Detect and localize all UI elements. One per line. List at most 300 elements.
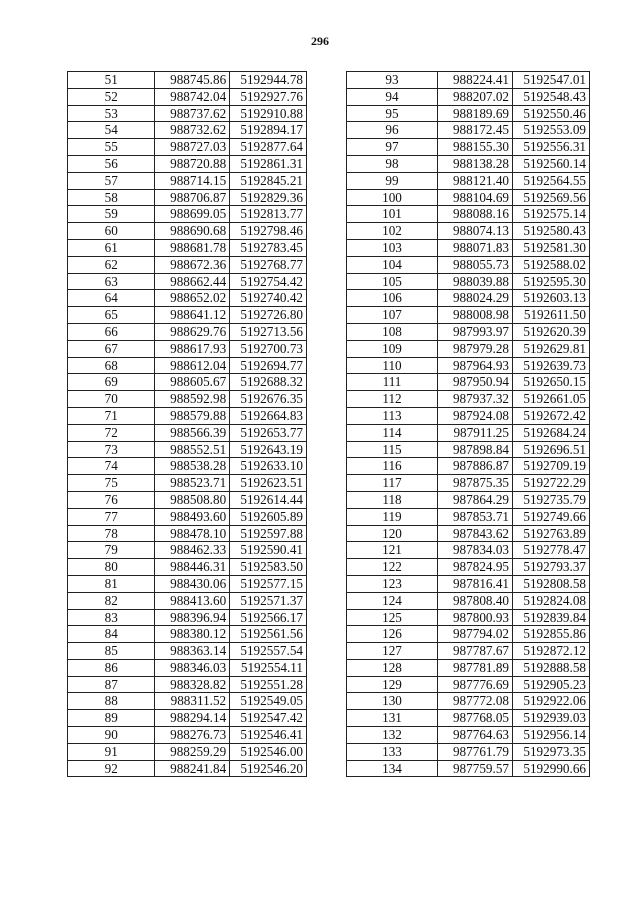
cell-point: 68 bbox=[68, 357, 155, 374]
cell-y: 5192583.50 bbox=[230, 559, 307, 576]
cell-x: 988430.06 bbox=[155, 575, 230, 592]
cell-y: 5192939.03 bbox=[513, 710, 590, 727]
table-row bbox=[68, 458, 307, 475]
cell-x: 988189.69 bbox=[438, 105, 513, 122]
cell-point: 81 bbox=[68, 575, 155, 592]
cell-x: 987993.97 bbox=[438, 323, 513, 340]
table-row bbox=[68, 256, 307, 273]
table-row bbox=[347, 710, 590, 727]
cell-x: 988008.98 bbox=[438, 307, 513, 324]
cell-point: 67 bbox=[68, 340, 155, 357]
cell-y: 5192580.43 bbox=[513, 223, 590, 240]
cell-x: 987772.08 bbox=[438, 693, 513, 710]
table-row bbox=[347, 307, 590, 324]
cell-x: 988592.98 bbox=[155, 391, 230, 408]
cell-point: 71 bbox=[68, 407, 155, 424]
cell-x: 988681.78 bbox=[155, 239, 230, 256]
cell-x: 988138.28 bbox=[438, 155, 513, 172]
table-row bbox=[68, 592, 307, 609]
cell-y: 5192813.77 bbox=[230, 206, 307, 223]
cell-y: 5192684.24 bbox=[513, 424, 590, 441]
cell-x: 987979.28 bbox=[438, 340, 513, 357]
table-row bbox=[347, 693, 590, 710]
cell-point: 130 bbox=[347, 693, 438, 710]
table-row bbox=[68, 391, 307, 408]
cell-x: 988104.69 bbox=[438, 189, 513, 206]
cell-point: 122 bbox=[347, 559, 438, 576]
cell-y: 5192633.10 bbox=[230, 458, 307, 475]
cell-x: 988493.60 bbox=[155, 508, 230, 525]
cell-point: 83 bbox=[68, 609, 155, 626]
cell-point: 121 bbox=[347, 542, 438, 559]
cell-y: 5192861.31 bbox=[230, 155, 307, 172]
cell-point: 90 bbox=[68, 727, 155, 744]
cell-y: 5192546.20 bbox=[230, 760, 307, 777]
table-row bbox=[347, 273, 590, 290]
table-row bbox=[68, 559, 307, 576]
cell-point: 115 bbox=[347, 441, 438, 458]
cell-point: 107 bbox=[347, 307, 438, 324]
cell-point: 117 bbox=[347, 475, 438, 492]
table-row bbox=[68, 357, 307, 374]
table-row bbox=[347, 88, 590, 105]
cell-x: 988155.30 bbox=[438, 139, 513, 156]
cell-x: 988396.94 bbox=[155, 609, 230, 626]
cell-y: 5192740.42 bbox=[230, 290, 307, 307]
table-row bbox=[347, 172, 590, 189]
cell-point: 132 bbox=[347, 727, 438, 744]
cell-y: 5192768.77 bbox=[230, 256, 307, 273]
table-row bbox=[347, 139, 590, 156]
cell-point: 72 bbox=[68, 424, 155, 441]
cell-x: 988737.62 bbox=[155, 105, 230, 122]
cell-x: 987761.79 bbox=[438, 743, 513, 760]
cell-point: 64 bbox=[68, 290, 155, 307]
table-row bbox=[347, 760, 590, 777]
table-row bbox=[347, 643, 590, 660]
table-row bbox=[68, 72, 307, 89]
cell-y: 5192749.66 bbox=[513, 508, 590, 525]
cell-x: 987834.03 bbox=[438, 542, 513, 559]
cell-y: 5192629.81 bbox=[513, 340, 590, 357]
cell-y: 5192872.12 bbox=[513, 643, 590, 660]
cell-y: 5192569.56 bbox=[513, 189, 590, 206]
cell-x: 987875.35 bbox=[438, 475, 513, 492]
table-row bbox=[347, 592, 590, 609]
cell-y: 5192783.45 bbox=[230, 239, 307, 256]
cell-x: 988055.73 bbox=[438, 256, 513, 273]
cell-x: 988714.15 bbox=[155, 172, 230, 189]
table-row bbox=[347, 441, 590, 458]
cell-x: 988446.31 bbox=[155, 559, 230, 576]
cell-x: 988259.29 bbox=[155, 743, 230, 760]
cell-y: 5192808.58 bbox=[513, 575, 590, 592]
cell-x: 988172.45 bbox=[438, 122, 513, 139]
cell-x: 987843.62 bbox=[438, 525, 513, 542]
cell-point: 125 bbox=[347, 609, 438, 626]
cell-x: 988690.68 bbox=[155, 223, 230, 240]
table-row bbox=[68, 88, 307, 105]
cell-x: 987808.40 bbox=[438, 592, 513, 609]
cell-point: 77 bbox=[68, 508, 155, 525]
cell-y: 5192664.83 bbox=[230, 407, 307, 424]
table-row bbox=[68, 223, 307, 240]
cell-y: 5192709.19 bbox=[513, 458, 590, 475]
cell-x: 988662.44 bbox=[155, 273, 230, 290]
cell-y: 5192793.37 bbox=[513, 559, 590, 576]
cell-x: 988699.05 bbox=[155, 206, 230, 223]
table-row bbox=[68, 525, 307, 542]
cell-x: 988039.88 bbox=[438, 273, 513, 290]
cell-y: 5192597.88 bbox=[230, 525, 307, 542]
cell-x: 988612.04 bbox=[155, 357, 230, 374]
cell-point: 124 bbox=[347, 592, 438, 609]
cell-point: 58 bbox=[68, 189, 155, 206]
cell-x: 987937.32 bbox=[438, 391, 513, 408]
cell-point: 111 bbox=[347, 374, 438, 391]
cell-point: 95 bbox=[347, 105, 438, 122]
table-row bbox=[347, 508, 590, 525]
cell-point: 101 bbox=[347, 206, 438, 223]
cell-point: 134 bbox=[347, 760, 438, 777]
cell-point: 75 bbox=[68, 475, 155, 492]
cell-y: 5192564.55 bbox=[513, 172, 590, 189]
cell-x: 987800.93 bbox=[438, 609, 513, 626]
table-row bbox=[68, 155, 307, 172]
cell-x: 988241.84 bbox=[155, 760, 230, 777]
cell-y: 5192560.14 bbox=[513, 155, 590, 172]
cell-x: 988413.60 bbox=[155, 592, 230, 609]
table-row bbox=[68, 122, 307, 139]
page-number: 296 bbox=[311, 34, 329, 48]
cell-point: 126 bbox=[347, 626, 438, 643]
cell-point: 69 bbox=[68, 374, 155, 391]
cell-point: 70 bbox=[68, 391, 155, 408]
cell-x: 988071.83 bbox=[438, 239, 513, 256]
cell-point: 74 bbox=[68, 458, 155, 475]
cell-y: 5192735.79 bbox=[513, 491, 590, 508]
cell-point: 88 bbox=[68, 693, 155, 710]
table-row bbox=[347, 206, 590, 223]
table-row bbox=[68, 172, 307, 189]
table-row bbox=[68, 424, 307, 441]
cell-point: 133 bbox=[347, 743, 438, 760]
cell-point: 96 bbox=[347, 122, 438, 139]
cell-point: 66 bbox=[68, 323, 155, 340]
table-row bbox=[68, 374, 307, 391]
cell-x: 987950.94 bbox=[438, 374, 513, 391]
cell-x: 987768.05 bbox=[438, 710, 513, 727]
cell-point: 51 bbox=[68, 72, 155, 89]
cell-x: 988311.52 bbox=[155, 693, 230, 710]
table-row bbox=[68, 508, 307, 525]
cell-x: 987816.41 bbox=[438, 575, 513, 592]
cell-y: 5192550.46 bbox=[513, 105, 590, 122]
cell-x: 988380.12 bbox=[155, 626, 230, 643]
cell-point: 131 bbox=[347, 710, 438, 727]
cell-x: 988224.41 bbox=[438, 72, 513, 89]
cell-y: 5192956.14 bbox=[513, 727, 590, 744]
cell-x: 987853.71 bbox=[438, 508, 513, 525]
cell-point: 109 bbox=[347, 340, 438, 357]
table-row bbox=[68, 105, 307, 122]
cell-y: 5192548.43 bbox=[513, 88, 590, 105]
cell-point: 55 bbox=[68, 139, 155, 156]
cell-point: 86 bbox=[68, 659, 155, 676]
cell-y: 5192905.23 bbox=[513, 676, 590, 693]
table-row bbox=[68, 693, 307, 710]
cell-x: 988652.02 bbox=[155, 290, 230, 307]
cell-x: 987781.89 bbox=[438, 659, 513, 676]
table-row bbox=[347, 105, 590, 122]
cell-y: 5192722.29 bbox=[513, 475, 590, 492]
cell-y: 5192661.05 bbox=[513, 391, 590, 408]
table-row bbox=[347, 340, 590, 357]
cell-point: 65 bbox=[68, 307, 155, 324]
cell-point: 92 bbox=[68, 760, 155, 777]
cell-x: 988478.10 bbox=[155, 525, 230, 542]
cell-point: 114 bbox=[347, 424, 438, 441]
cell-y: 5192566.17 bbox=[230, 609, 307, 626]
cell-y: 5192620.39 bbox=[513, 323, 590, 340]
cell-y: 5192614.44 bbox=[230, 491, 307, 508]
cell-y: 5192546.00 bbox=[230, 743, 307, 760]
cell-x: 988508.80 bbox=[155, 491, 230, 508]
cell-x: 988024.29 bbox=[438, 290, 513, 307]
cell-point: 59 bbox=[68, 206, 155, 223]
cell-y: 5192650.15 bbox=[513, 374, 590, 391]
table-row bbox=[68, 407, 307, 424]
cell-point: 100 bbox=[347, 189, 438, 206]
cell-y: 5192778.47 bbox=[513, 542, 590, 559]
cell-y: 5192763.89 bbox=[513, 525, 590, 542]
cell-y: 5192561.56 bbox=[230, 626, 307, 643]
cell-x: 988732.62 bbox=[155, 122, 230, 139]
cell-y: 5192696.51 bbox=[513, 441, 590, 458]
cell-point: 98 bbox=[347, 155, 438, 172]
table-row bbox=[347, 391, 590, 408]
coordinates-table-left bbox=[67, 71, 307, 777]
table-row bbox=[68, 273, 307, 290]
cell-y: 5192639.73 bbox=[513, 357, 590, 374]
cell-x: 988088.16 bbox=[438, 206, 513, 223]
cell-point: 104 bbox=[347, 256, 438, 273]
cell-y: 5192553.09 bbox=[513, 122, 590, 139]
cell-y: 5192700.73 bbox=[230, 340, 307, 357]
cell-point: 102 bbox=[347, 223, 438, 240]
cell-y: 5192839.84 bbox=[513, 609, 590, 626]
cell-x: 988720.88 bbox=[155, 155, 230, 172]
cell-point: 106 bbox=[347, 290, 438, 307]
table-row bbox=[347, 239, 590, 256]
table-row bbox=[347, 525, 590, 542]
cell-point: 89 bbox=[68, 710, 155, 727]
cell-y: 5192694.77 bbox=[230, 357, 307, 374]
cell-point: 113 bbox=[347, 407, 438, 424]
table-row bbox=[347, 290, 590, 307]
table-row bbox=[68, 676, 307, 693]
cell-point: 57 bbox=[68, 172, 155, 189]
cell-x: 988276.73 bbox=[155, 727, 230, 744]
table-body bbox=[347, 72, 590, 777]
cell-y: 5192845.21 bbox=[230, 172, 307, 189]
cell-y: 5192676.35 bbox=[230, 391, 307, 408]
cell-x: 988742.04 bbox=[155, 88, 230, 105]
cell-y: 5192922.06 bbox=[513, 693, 590, 710]
cell-point: 110 bbox=[347, 357, 438, 374]
cell-y: 5192643.19 bbox=[230, 441, 307, 458]
cell-y: 5192888.58 bbox=[513, 659, 590, 676]
cell-x: 988121.40 bbox=[438, 172, 513, 189]
cell-y: 5192546.41 bbox=[230, 727, 307, 744]
table-row bbox=[347, 575, 590, 592]
cell-point: 87 bbox=[68, 676, 155, 693]
cell-x: 988523.71 bbox=[155, 475, 230, 492]
cell-x: 988566.39 bbox=[155, 424, 230, 441]
table-body bbox=[68, 72, 307, 777]
cell-x: 987794.02 bbox=[438, 626, 513, 643]
table-row bbox=[68, 323, 307, 340]
table-row bbox=[68, 290, 307, 307]
table-row bbox=[347, 155, 590, 172]
table-row bbox=[68, 307, 307, 324]
table-row bbox=[347, 743, 590, 760]
cell-x: 987787.67 bbox=[438, 643, 513, 660]
cell-point: 56 bbox=[68, 155, 155, 172]
cell-x: 987886.87 bbox=[438, 458, 513, 475]
table-row bbox=[68, 139, 307, 156]
cell-y: 5192910.88 bbox=[230, 105, 307, 122]
table-row bbox=[68, 710, 307, 727]
table-row bbox=[347, 189, 590, 206]
cell-point: 123 bbox=[347, 575, 438, 592]
cell-x: 988462.33 bbox=[155, 542, 230, 559]
table-row bbox=[347, 424, 590, 441]
cell-x: 988727.03 bbox=[155, 139, 230, 156]
cell-point: 118 bbox=[347, 491, 438, 508]
table-row bbox=[68, 441, 307, 458]
cell-y: 5192549.05 bbox=[230, 693, 307, 710]
table-row bbox=[68, 743, 307, 760]
cell-point: 119 bbox=[347, 508, 438, 525]
table-row bbox=[68, 643, 307, 660]
table-row bbox=[347, 475, 590, 492]
table-row bbox=[347, 72, 590, 89]
cell-point: 112 bbox=[347, 391, 438, 408]
table-row bbox=[68, 542, 307, 559]
cell-y: 5192688.32 bbox=[230, 374, 307, 391]
cell-y: 5192824.08 bbox=[513, 592, 590, 609]
coordinates-table-right bbox=[346, 71, 590, 777]
cell-x: 988363.14 bbox=[155, 643, 230, 660]
cell-y: 5192557.54 bbox=[230, 643, 307, 660]
table-row bbox=[68, 491, 307, 508]
cell-x: 987964.93 bbox=[438, 357, 513, 374]
cell-point: 103 bbox=[347, 239, 438, 256]
cell-point: 80 bbox=[68, 559, 155, 576]
cell-x: 988074.13 bbox=[438, 223, 513, 240]
cell-y: 5192547.42 bbox=[230, 710, 307, 727]
cell-y: 5192894.17 bbox=[230, 122, 307, 139]
table-row bbox=[347, 609, 590, 626]
cell-point: 120 bbox=[347, 525, 438, 542]
table-row bbox=[68, 206, 307, 223]
cell-y: 5192726.80 bbox=[230, 307, 307, 324]
table-row bbox=[68, 626, 307, 643]
table-row bbox=[68, 239, 307, 256]
cell-y: 5192605.89 bbox=[230, 508, 307, 525]
cell-x: 987764.63 bbox=[438, 727, 513, 744]
cell-point: 76 bbox=[68, 491, 155, 508]
cell-y: 5192547.01 bbox=[513, 72, 590, 89]
cell-y: 5192554.11 bbox=[230, 659, 307, 676]
table-row bbox=[68, 189, 307, 206]
cell-x: 988641.12 bbox=[155, 307, 230, 324]
table-row bbox=[347, 676, 590, 693]
cell-point: 78 bbox=[68, 525, 155, 542]
table-row bbox=[68, 475, 307, 492]
cell-y: 5192603.13 bbox=[513, 290, 590, 307]
cell-x: 987864.29 bbox=[438, 491, 513, 508]
cell-y: 5192575.14 bbox=[513, 206, 590, 223]
cell-point: 63 bbox=[68, 273, 155, 290]
cell-y: 5192588.02 bbox=[513, 256, 590, 273]
cell-point: 129 bbox=[347, 676, 438, 693]
cell-point: 60 bbox=[68, 223, 155, 240]
cell-y: 5192581.30 bbox=[513, 239, 590, 256]
cell-point: 105 bbox=[347, 273, 438, 290]
cell-point: 73 bbox=[68, 441, 155, 458]
cell-x: 987776.69 bbox=[438, 676, 513, 693]
table-row bbox=[347, 559, 590, 576]
table-row bbox=[68, 575, 307, 592]
cell-point: 99 bbox=[347, 172, 438, 189]
cell-point: 82 bbox=[68, 592, 155, 609]
cell-y: 5192611.50 bbox=[513, 307, 590, 324]
cell-x: 988328.82 bbox=[155, 676, 230, 693]
cell-y: 5192595.30 bbox=[513, 273, 590, 290]
cell-point: 91 bbox=[68, 743, 155, 760]
cell-point: 84 bbox=[68, 626, 155, 643]
cell-point: 53 bbox=[68, 105, 155, 122]
table-row bbox=[347, 407, 590, 424]
cell-y: 5192754.42 bbox=[230, 273, 307, 290]
cell-x: 988294.14 bbox=[155, 710, 230, 727]
cell-y: 5192798.46 bbox=[230, 223, 307, 240]
cell-point: 52 bbox=[68, 88, 155, 105]
cell-x: 988672.36 bbox=[155, 256, 230, 273]
cell-y: 5192672.42 bbox=[513, 407, 590, 424]
table-row bbox=[347, 659, 590, 676]
table-row bbox=[347, 374, 590, 391]
cell-y: 5192877.64 bbox=[230, 139, 307, 156]
cell-point: 85 bbox=[68, 643, 155, 660]
table-row bbox=[68, 340, 307, 357]
cell-x: 988579.88 bbox=[155, 407, 230, 424]
cell-point: 97 bbox=[347, 139, 438, 156]
cell-point: 61 bbox=[68, 239, 155, 256]
table-row bbox=[68, 659, 307, 676]
table-row bbox=[347, 491, 590, 508]
cell-y: 5192829.36 bbox=[230, 189, 307, 206]
cell-x: 988207.02 bbox=[438, 88, 513, 105]
cell-x: 988538.28 bbox=[155, 458, 230, 475]
cell-point: 62 bbox=[68, 256, 155, 273]
table-row bbox=[347, 256, 590, 273]
cell-x: 988617.93 bbox=[155, 340, 230, 357]
table-row bbox=[347, 458, 590, 475]
cell-point: 128 bbox=[347, 659, 438, 676]
